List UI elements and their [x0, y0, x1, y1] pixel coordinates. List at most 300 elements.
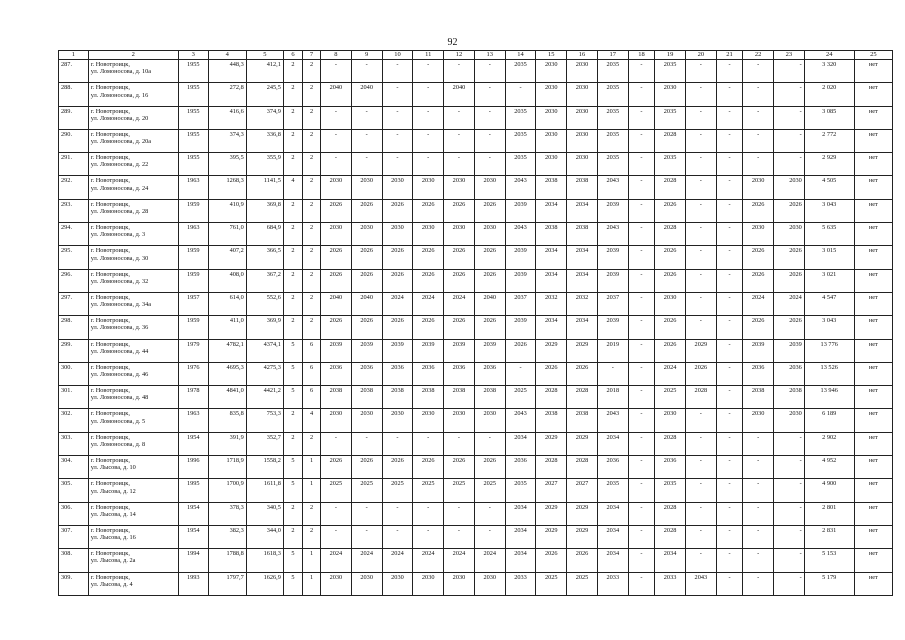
cell-col-11: 2038 — [413, 386, 444, 409]
cell-col-16: 2030 — [567, 153, 598, 176]
table-row — [59, 456, 893, 479]
row-number: 293. — [59, 199, 89, 222]
cell-col-25: нет — [854, 432, 892, 455]
cell-col-21: - — [716, 409, 743, 432]
address-cell — [88, 83, 178, 106]
cell-col-14: 2025 — [505, 386, 536, 409]
cell-col-9: 2024 — [351, 549, 382, 572]
cell-col-24: 5 153 — [804, 549, 854, 572]
cell-col-23: - — [774, 60, 805, 83]
address-cell — [88, 60, 178, 83]
table-row — [59, 83, 893, 106]
table-row — [59, 176, 893, 199]
cell-col-15: 2034 — [536, 316, 567, 339]
cell-col-12: 2036 — [444, 362, 475, 385]
row-number: 289. — [59, 106, 89, 129]
table-row — [59, 549, 893, 572]
cell-col-10: - — [382, 153, 413, 176]
address-street: ул. Ломоносова, д. 24 — [90, 184, 149, 192]
cell-col-18: - — [628, 176, 655, 199]
row-number: 304. — [59, 456, 89, 479]
cell-col-11: 2024 — [413, 292, 444, 315]
column-header-13: 13 — [474, 51, 505, 60]
cell-col-7: 1 — [303, 479, 321, 502]
address-city: г. Новотроицк, — [90, 247, 130, 255]
address-cell — [88, 339, 178, 362]
column-header-25: 25 — [854, 51, 892, 60]
cell-col-14: 2043 — [505, 176, 536, 199]
cell-col-13: 2040 — [474, 292, 505, 315]
cell-col-23: - — [774, 129, 805, 152]
address-cell — [88, 223, 178, 246]
cell-col-10: 2030 — [382, 409, 413, 432]
cell-col-3: 1959 — [178, 246, 208, 269]
cell-col-6: 2 — [283, 60, 302, 83]
cell-col-25: нет — [854, 83, 892, 106]
cell-col-22: - — [743, 129, 774, 152]
address-street: ул. Ломоносова, д. 3 — [90, 231, 146, 239]
cell-col-3: 1955 — [178, 129, 208, 152]
cell-col-6: 4 — [283, 176, 302, 199]
table-row — [59, 316, 893, 339]
cell-col-10: 2030 — [382, 223, 413, 246]
cell-col-10: 2025 — [382, 479, 413, 502]
cell-col-18: - — [628, 129, 655, 152]
cell-col-21: - — [716, 316, 743, 339]
cell-col-12: - — [444, 60, 475, 83]
row-number: 300. — [59, 362, 89, 385]
cell-col-16: 2026 — [567, 362, 598, 385]
cell-col-22: - — [743, 60, 774, 83]
cell-col-19: 2033 — [655, 572, 686, 595]
cell-col-20: - — [685, 456, 716, 479]
cell-col-16: 2030 — [567, 83, 598, 106]
cell-col-16: 2038 — [567, 176, 598, 199]
cell-col-18: - — [628, 60, 655, 83]
cell-col-15: 2038 — [536, 409, 567, 432]
cell-col-13: 2030 — [474, 223, 505, 246]
cell-col-24: 3 043 — [804, 316, 854, 339]
cell-col-21: - — [716, 129, 743, 152]
address-cell — [88, 246, 178, 269]
cell-col-9: - — [351, 106, 382, 129]
address-city: г. Новотроицк, — [90, 130, 130, 138]
address-city: г. Новотроицк, — [90, 200, 130, 208]
cell-col-6: 5 — [283, 549, 302, 572]
cell-col-10: 2026 — [382, 316, 413, 339]
address-street: ул. Лысова, д. 2а — [90, 557, 136, 565]
address-cell — [88, 432, 178, 455]
cell-col-8: 2026 — [321, 456, 352, 479]
cell-col-5: 374,9 — [246, 106, 283, 129]
cell-col-23: - — [774, 456, 805, 479]
cell-col-11: 2025 — [413, 479, 444, 502]
address-city: г. Новотроицк, — [90, 270, 130, 278]
cell-col-13: - — [474, 106, 505, 129]
cell-col-3: 1954 — [178, 432, 208, 455]
cell-col-19: 2025 — [655, 386, 686, 409]
cell-col-7: 2 — [303, 106, 321, 129]
cell-col-5: 369,8 — [246, 199, 283, 222]
address-street: ул. Ломоносова, д. 36 — [90, 324, 149, 332]
address-cell — [88, 176, 178, 199]
cell-col-8: 2036 — [321, 362, 352, 385]
cell-col-22: - — [743, 83, 774, 106]
cell-col-21: - — [716, 106, 743, 129]
cell-col-7: 6 — [303, 339, 321, 362]
column-header-20: 20 — [685, 51, 716, 60]
cell-col-20: - — [685, 176, 716, 199]
table-row — [59, 60, 893, 83]
cell-col-12: - — [444, 502, 475, 525]
cell-col-14: 2035 — [505, 60, 536, 83]
cell-col-21: - — [716, 572, 743, 595]
cell-col-10: - — [382, 432, 413, 455]
cell-col-8: - — [321, 525, 352, 548]
cell-col-3: 1954 — [178, 502, 208, 525]
cell-col-9: 2030 — [351, 572, 382, 595]
cell-col-21: - — [716, 83, 743, 106]
cell-col-12: 2025 — [444, 479, 475, 502]
cell-col-14: 2039 — [505, 199, 536, 222]
cell-col-19: 2035 — [655, 153, 686, 176]
cell-col-4: 4695,3 — [208, 362, 246, 385]
column-header-3: 3 — [178, 51, 208, 60]
cell-col-9: 2036 — [351, 362, 382, 385]
cell-col-12: - — [444, 525, 475, 548]
table-header — [59, 51, 893, 60]
table-row — [59, 339, 893, 362]
cell-col-20: - — [685, 432, 716, 455]
cell-col-19: 2035 — [655, 60, 686, 83]
cell-col-19: 2028 — [655, 176, 686, 199]
address-city: г. Новотроицк, — [90, 457, 130, 465]
cell-col-20: 2028 — [685, 386, 716, 409]
cell-col-19: 2028 — [655, 502, 686, 525]
cell-col-14: - — [505, 83, 536, 106]
cell-col-17: 2037 — [597, 292, 628, 315]
cell-col-20: - — [685, 60, 716, 83]
table-row — [59, 572, 893, 595]
cell-col-11: - — [413, 129, 444, 152]
cell-col-8: - — [321, 106, 352, 129]
cell-col-25: нет — [854, 386, 892, 409]
cell-col-8: - — [321, 153, 352, 176]
cell-col-4: 1268,3 — [208, 176, 246, 199]
cell-col-3: 1963 — [178, 409, 208, 432]
cell-col-3: 1959 — [178, 316, 208, 339]
cell-col-21: - — [716, 60, 743, 83]
cell-col-8: - — [321, 129, 352, 152]
cell-col-21: - — [716, 432, 743, 455]
cell-col-4: 374,3 — [208, 129, 246, 152]
cell-col-14: 2034 — [505, 549, 536, 572]
cell-col-18: - — [628, 269, 655, 292]
cell-col-10: - — [382, 502, 413, 525]
cell-col-23: - — [774, 502, 805, 525]
cell-col-4: 416,6 — [208, 106, 246, 129]
cell-col-5: 340,5 — [246, 502, 283, 525]
cell-col-12: - — [444, 106, 475, 129]
cell-col-19: 2030 — [655, 292, 686, 315]
cell-col-18: - — [628, 456, 655, 479]
cell-col-13: 2030 — [474, 176, 505, 199]
cell-col-22: 2026 — [743, 246, 774, 269]
cell-col-13: - — [474, 129, 505, 152]
cell-col-11: - — [413, 60, 444, 83]
cell-col-17: 2039 — [597, 269, 628, 292]
cell-col-16: 2038 — [567, 409, 598, 432]
cell-col-16: 2028 — [567, 386, 598, 409]
row-number: 309. — [59, 572, 89, 595]
cell-col-11: - — [413, 106, 444, 129]
cell-col-25: нет — [854, 572, 892, 595]
housing-register-table — [58, 50, 893, 596]
cell-col-21: - — [716, 456, 743, 479]
cell-col-5: 366,5 — [246, 246, 283, 269]
cell-col-6: 2 — [283, 106, 302, 129]
column-header-5: 5 — [246, 51, 283, 60]
row-number: 307. — [59, 525, 89, 548]
cell-col-7: 2 — [303, 246, 321, 269]
address-street: ул. Ломоносова, д. 32 — [90, 277, 149, 285]
cell-col-7: 2 — [303, 83, 321, 106]
address-city: г. Новотроицк, — [90, 480, 130, 488]
cell-col-23: 2030 — [774, 176, 805, 199]
cell-col-4: 4782,1 — [208, 339, 246, 362]
cell-col-5: 336,8 — [246, 129, 283, 152]
cell-col-21: - — [716, 502, 743, 525]
cell-col-17: - — [597, 362, 628, 385]
cell-col-7: 6 — [303, 362, 321, 385]
row-number: 302. — [59, 409, 89, 432]
cell-col-20: 2043 — [685, 572, 716, 595]
cell-col-12: 2026 — [444, 246, 475, 269]
cell-col-23: 2026 — [774, 199, 805, 222]
cell-col-16: 2034 — [567, 316, 598, 339]
address-city: г. Новотроицк, — [90, 177, 130, 185]
cell-col-6: 2 — [283, 129, 302, 152]
cell-col-7: 6 — [303, 386, 321, 409]
cell-col-6: 2 — [283, 525, 302, 548]
cell-col-25: нет — [854, 339, 892, 362]
cell-col-9: - — [351, 60, 382, 83]
cell-col-14: 2036 — [505, 456, 536, 479]
cell-col-15: 2025 — [536, 572, 567, 595]
address-street: ул. Лысова, д. 10 — [90, 464, 136, 472]
cell-col-11: 2026 — [413, 199, 444, 222]
cell-col-13: - — [474, 502, 505, 525]
cell-col-8: 2039 — [321, 339, 352, 362]
cell-col-3: 1976 — [178, 362, 208, 385]
cell-col-24: 2 831 — [804, 525, 854, 548]
cell-col-6: 5 — [283, 362, 302, 385]
cell-col-3: 1995 — [178, 479, 208, 502]
cell-col-24: 3 320 — [804, 60, 854, 83]
address-street: ул. Ломоносова, д. 20а — [90, 138, 152, 146]
cell-col-9: 2030 — [351, 176, 382, 199]
cell-col-15: 2029 — [536, 525, 567, 548]
cell-col-8: 2030 — [321, 572, 352, 595]
column-header-19: 19 — [655, 51, 686, 60]
cell-col-21: - — [716, 386, 743, 409]
cell-col-8: - — [321, 502, 352, 525]
cell-col-12: 2040 — [444, 83, 475, 106]
address-street: ул. Лысова, д. 14 — [90, 510, 136, 518]
cell-col-6: 2 — [283, 292, 302, 315]
cell-col-8: 2026 — [321, 246, 352, 269]
table-row — [59, 432, 893, 455]
cell-col-20: - — [685, 83, 716, 106]
cell-col-5: 369,9 — [246, 316, 283, 339]
cell-col-4: 1700,9 — [208, 479, 246, 502]
cell-col-11: 2026 — [413, 246, 444, 269]
cell-col-20: - — [685, 199, 716, 222]
cell-col-10: - — [382, 60, 413, 83]
cell-col-19: 2035 — [655, 479, 686, 502]
cell-col-10: 2030 — [382, 572, 413, 595]
cell-col-11: - — [413, 432, 444, 455]
cell-col-14: 2034 — [505, 432, 536, 455]
cell-col-17: 2019 — [597, 339, 628, 362]
cell-col-18: - — [628, 409, 655, 432]
address-street: ул. Ломоносова, д. 48 — [90, 394, 149, 402]
cell-col-22: 2030 — [743, 223, 774, 246]
cell-col-20: - — [685, 479, 716, 502]
cell-col-24: 13 526 — [804, 362, 854, 385]
cell-col-24: 4 952 — [804, 456, 854, 479]
table-row — [59, 106, 893, 129]
cell-col-15: 2028 — [536, 386, 567, 409]
cell-col-10: 2026 — [382, 246, 413, 269]
cell-col-24: 3 021 — [804, 269, 854, 292]
cell-col-3: 1996 — [178, 456, 208, 479]
cell-col-16: 2030 — [567, 129, 598, 152]
cell-col-5: 4421,2 — [246, 386, 283, 409]
cell-col-17: 2039 — [597, 316, 628, 339]
cell-col-5: 1558,2 — [246, 456, 283, 479]
cell-col-13: - — [474, 153, 505, 176]
cell-col-16: 2029 — [567, 339, 598, 362]
cell-col-3: 1963 — [178, 223, 208, 246]
cell-col-22: - — [743, 525, 774, 548]
cell-col-14: - — [505, 362, 536, 385]
cell-col-18: - — [628, 549, 655, 572]
cell-col-25: нет — [854, 456, 892, 479]
cell-col-7: 2 — [303, 60, 321, 83]
column-header-12: 12 — [444, 51, 475, 60]
cell-col-15: 2032 — [536, 292, 567, 315]
row-number: 305. — [59, 479, 89, 502]
cell-col-10: - — [382, 106, 413, 129]
cell-col-16: 2029 — [567, 432, 598, 455]
cell-col-22: - — [743, 106, 774, 129]
cell-col-14: 2035 — [505, 129, 536, 152]
cell-col-6: 2 — [283, 409, 302, 432]
cell-col-22: - — [743, 572, 774, 595]
cell-col-24: 5 635 — [804, 223, 854, 246]
cell-col-12: 2026 — [444, 456, 475, 479]
cell-col-18: - — [628, 525, 655, 548]
address-city: г. Новотроицк, — [90, 317, 130, 325]
cell-col-20: - — [685, 269, 716, 292]
cell-col-16: 2038 — [567, 223, 598, 246]
cell-col-4: 272,8 — [208, 83, 246, 106]
cell-col-3: 1955 — [178, 106, 208, 129]
cell-col-25: нет — [854, 479, 892, 502]
address-street: ул. Ломоносова, д. 30 — [90, 254, 149, 262]
cell-col-18: - — [628, 83, 655, 106]
cell-col-9: 2026 — [351, 316, 382, 339]
cell-col-8: 2040 — [321, 292, 352, 315]
cell-col-5: 4374,1 — [246, 339, 283, 362]
cell-col-18: - — [628, 223, 655, 246]
row-number: 298. — [59, 316, 89, 339]
cell-col-14: 2043 — [505, 409, 536, 432]
cell-col-4: 408,0 — [208, 269, 246, 292]
cell-col-23: 2026 — [774, 269, 805, 292]
table-row — [59, 129, 893, 152]
cell-col-6: 2 — [283, 153, 302, 176]
cell-col-18: - — [628, 153, 655, 176]
cell-col-22: 2030 — [743, 176, 774, 199]
cell-col-25: нет — [854, 223, 892, 246]
column-number-row — [59, 51, 893, 60]
cell-col-7: 1 — [303, 549, 321, 572]
cell-col-22: 2038 — [743, 386, 774, 409]
cell-col-23: 2030 — [774, 409, 805, 432]
cell-col-21: - — [716, 292, 743, 315]
cell-col-6: 2 — [283, 316, 302, 339]
cell-col-19: 2028 — [655, 432, 686, 455]
cell-col-16: 2029 — [567, 525, 598, 548]
cell-col-23: - — [774, 525, 805, 548]
cell-col-20: - — [685, 316, 716, 339]
cell-col-16: 2025 — [567, 572, 598, 595]
cell-col-10: 2030 — [382, 176, 413, 199]
cell-col-5: 753,3 — [246, 409, 283, 432]
cell-col-5: 1611,8 — [246, 479, 283, 502]
address-cell — [88, 572, 178, 595]
cell-col-4: 411,0 — [208, 316, 246, 339]
cell-col-6: 5 — [283, 479, 302, 502]
cell-col-23: - — [774, 153, 805, 176]
cell-col-23: - — [774, 479, 805, 502]
table-row — [59, 199, 893, 222]
cell-col-21: - — [716, 246, 743, 269]
cell-col-25: нет — [854, 246, 892, 269]
column-header-14: 14 — [505, 51, 536, 60]
cell-col-4: 407,2 — [208, 246, 246, 269]
cell-col-5: 684,9 — [246, 223, 283, 246]
cell-col-7: 2 — [303, 153, 321, 176]
cell-col-10: 2026 — [382, 456, 413, 479]
address-city: г. Новотроицк, — [90, 503, 130, 511]
cell-col-9: 2026 — [351, 199, 382, 222]
cell-col-25: нет — [854, 362, 892, 385]
cell-col-25: нет — [854, 292, 892, 315]
cell-col-22: - — [743, 502, 774, 525]
cell-col-8: 2024 — [321, 549, 352, 572]
row-number: 299. — [59, 339, 89, 362]
column-header-4: 4 — [208, 51, 246, 60]
cell-col-20: - — [685, 409, 716, 432]
table-body — [59, 60, 893, 596]
cell-col-17: 2033 — [597, 572, 628, 595]
address-cell — [88, 316, 178, 339]
cell-col-3: 1959 — [178, 199, 208, 222]
cell-col-15: 2038 — [536, 176, 567, 199]
